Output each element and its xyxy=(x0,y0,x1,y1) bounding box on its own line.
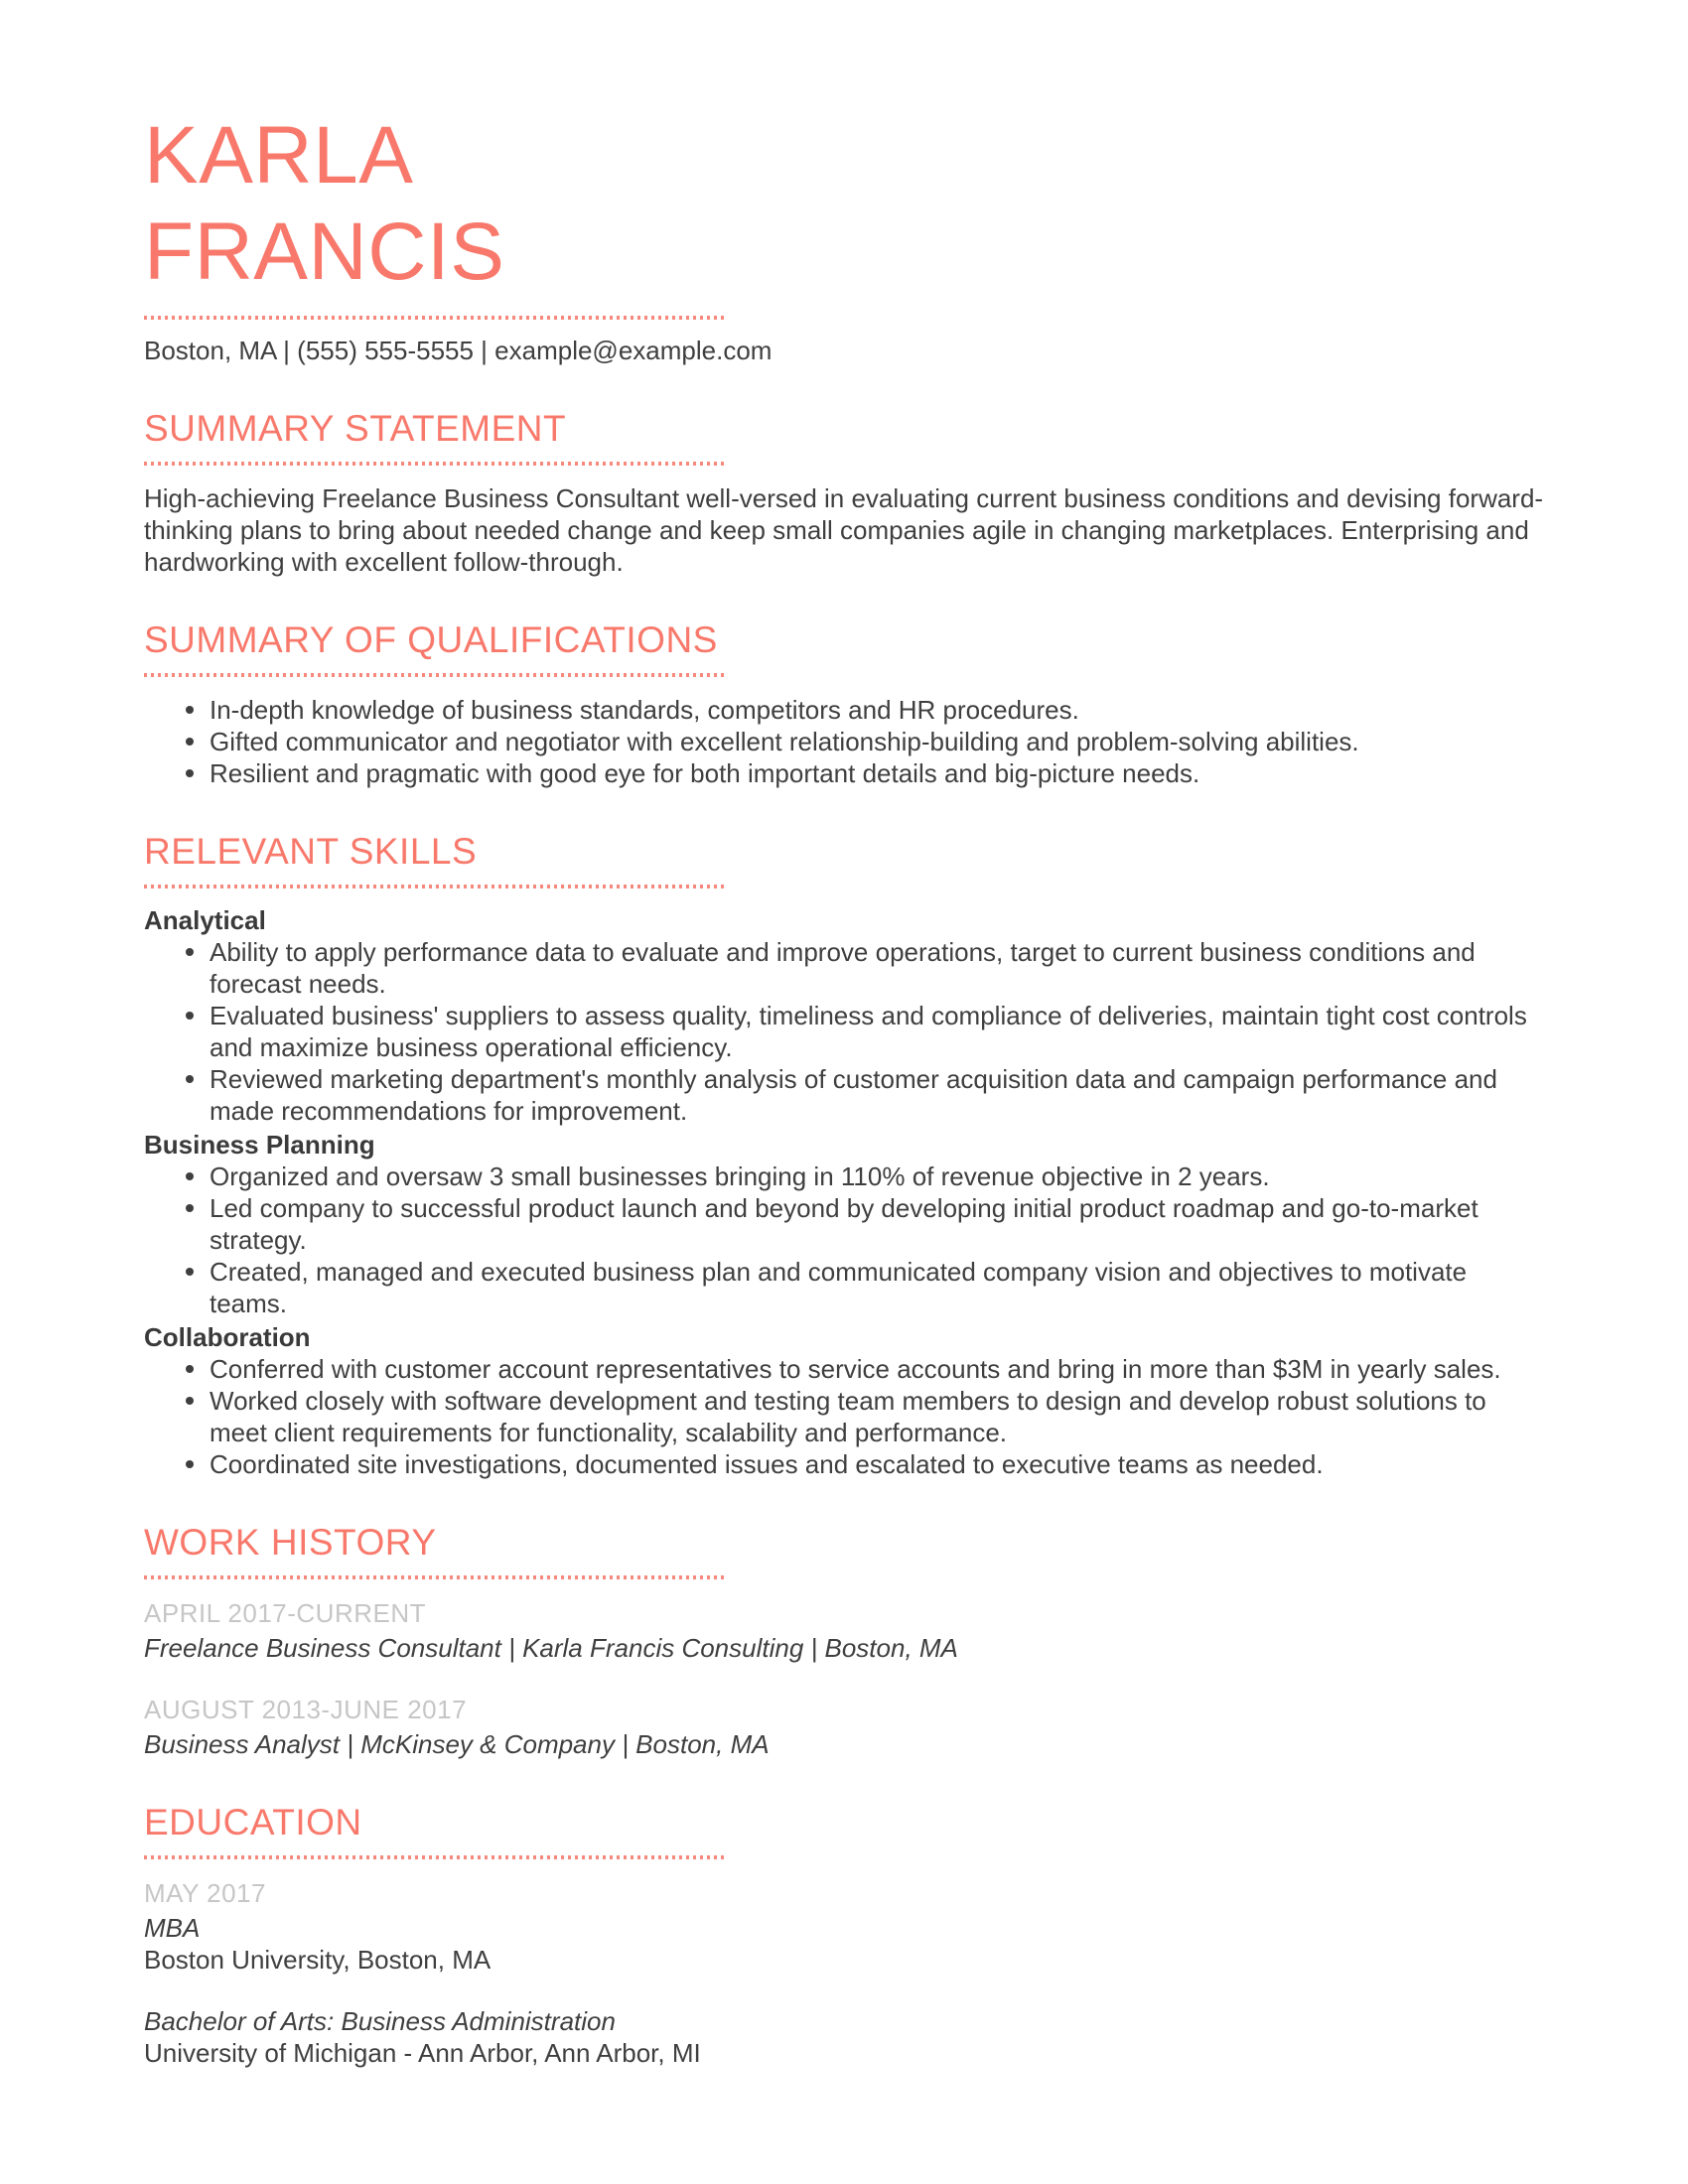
summary-statement-text: High-achieving Freelance Business Consultant well-versed in evaluating current business conditions and devising forward-thinking plans to bring about needed change and keep small companies agile in changing marketplaces. Enterprising and hardworking with excellent follow-through. xyxy=(144,483,1544,577)
job-title-line: Business Analyst | McKinsey & Company | Boston, MA xyxy=(144,1729,770,1759)
candidate-last-name: FRANCIS xyxy=(144,206,505,297)
section-dotted-divider xyxy=(144,1855,725,1859)
skill-item: Created, managed and executed business plan and communicated company vision and objectives to motivate teams. xyxy=(210,1256,1544,1319)
skills-group-heading: Business Planning xyxy=(144,1130,375,1160)
skills-list xyxy=(144,1160,1544,1319)
section-dotted-divider xyxy=(144,885,725,888)
skill-item: Ability to apply performance data to evaluate and improve operations, target to current business conditions and forecast needs. xyxy=(210,936,1544,1000)
skill-item: Worked closely with software development and testing team members to design and develop robust solutions to meet client requirements for functionality, scalability and performance. xyxy=(210,1385,1544,1448)
relevant-skills-title: RELEVANT SKILLS xyxy=(144,831,478,872)
education-entry xyxy=(144,1877,1544,1976)
section-dotted-divider xyxy=(144,673,725,677)
skills-group-collaboration xyxy=(144,1321,1544,1480)
education-school: Boston University, Boston, MA xyxy=(144,1945,492,1975)
candidate-name xyxy=(144,107,1544,300)
job-dates: APRIL 2017-CURRENT xyxy=(144,1598,427,1628)
job-dates: AUGUST 2013-JUNE 2017 xyxy=(144,1695,468,1724)
skills-group-heading: Analytical xyxy=(144,905,266,935)
section-summary-statement xyxy=(144,408,1544,578)
qualification-item: Resilient and pragmatic with good eye for both important details and big-picture needs. xyxy=(210,757,1544,789)
candidate-first-name: KARLA xyxy=(144,110,414,201)
skills-list xyxy=(144,936,1544,1127)
skills-group-business-planning xyxy=(144,1129,1544,1319)
skill-item: Evaluated business' suppliers to assess quality, timeliness and compliance of deliveries, maintain tight cost controls and maximize business operational efficiency. xyxy=(210,1000,1544,1063)
section-dotted-divider xyxy=(144,462,725,466)
work-history-title: WORK HISTORY xyxy=(144,1522,437,1563)
education-school: University of Michigan - Ann Arbor, Ann Arbor, MI xyxy=(144,2038,701,2068)
section-education xyxy=(144,1802,1544,2069)
section-relevant-skills xyxy=(144,831,1544,1480)
education-dates: MAY 2017 xyxy=(144,1878,267,1908)
education-entry xyxy=(144,2005,1544,2069)
skill-item: Organized and oversaw 3 small businesses bringing in 110% of revenue objective in 2 years. xyxy=(210,1160,1544,1192)
skills-group-analytical xyxy=(144,904,1544,1127)
skills-group-heading: Collaboration xyxy=(144,1322,311,1352)
qualifications-title: SUMMARY OF QUALIFICATIONS xyxy=(144,619,718,660)
skills-list xyxy=(144,1353,1544,1480)
contact-info: Boston, MA | (555) 555-5555 | example@example.com xyxy=(144,336,773,365)
work-history-entry xyxy=(144,1694,1544,1760)
section-dotted-divider xyxy=(144,1575,725,1579)
work-history-entry xyxy=(144,1597,1544,1664)
job-title-line: Freelance Business Consultant | Karla Francis Consulting | Boston, MA xyxy=(144,1633,958,1663)
skill-item: Coordinated site investigations, documented issues and escalated to executive teams as needed. xyxy=(210,1448,1544,1480)
skill-item: Reviewed marketing department's monthly analysis of customer acquisition data and campaign performance and made recommendations for improvement. xyxy=(210,1063,1544,1127)
education-degree: Bachelor of Arts: Business Administration xyxy=(144,2006,616,2036)
header-dotted-divider xyxy=(144,316,725,320)
resume-header xyxy=(144,107,1544,366)
qualifications-list xyxy=(144,694,1544,789)
skill-item: Led company to successful product launch and beyond by developing initial product roadmap and go-to-market strategy. xyxy=(210,1192,1544,1256)
skill-item: Conferred with customer account representatives to service accounts and bring in more than $3M in yearly sales. xyxy=(210,1353,1544,1385)
qualification-item: In-depth knowledge of business standards, competitors and HR procedures. xyxy=(210,694,1544,726)
section-work-history xyxy=(144,1522,1544,1760)
education-degree: MBA xyxy=(144,1913,201,1943)
qualification-item: Gifted communicator and negotiator with excellent relationship-building and problem-solving abilities. xyxy=(210,726,1544,757)
education-title: EDUCATION xyxy=(144,1802,362,1843)
section-summary-of-qualifications xyxy=(144,619,1544,789)
summary-statement-title: SUMMARY STATEMENT xyxy=(144,408,567,449)
